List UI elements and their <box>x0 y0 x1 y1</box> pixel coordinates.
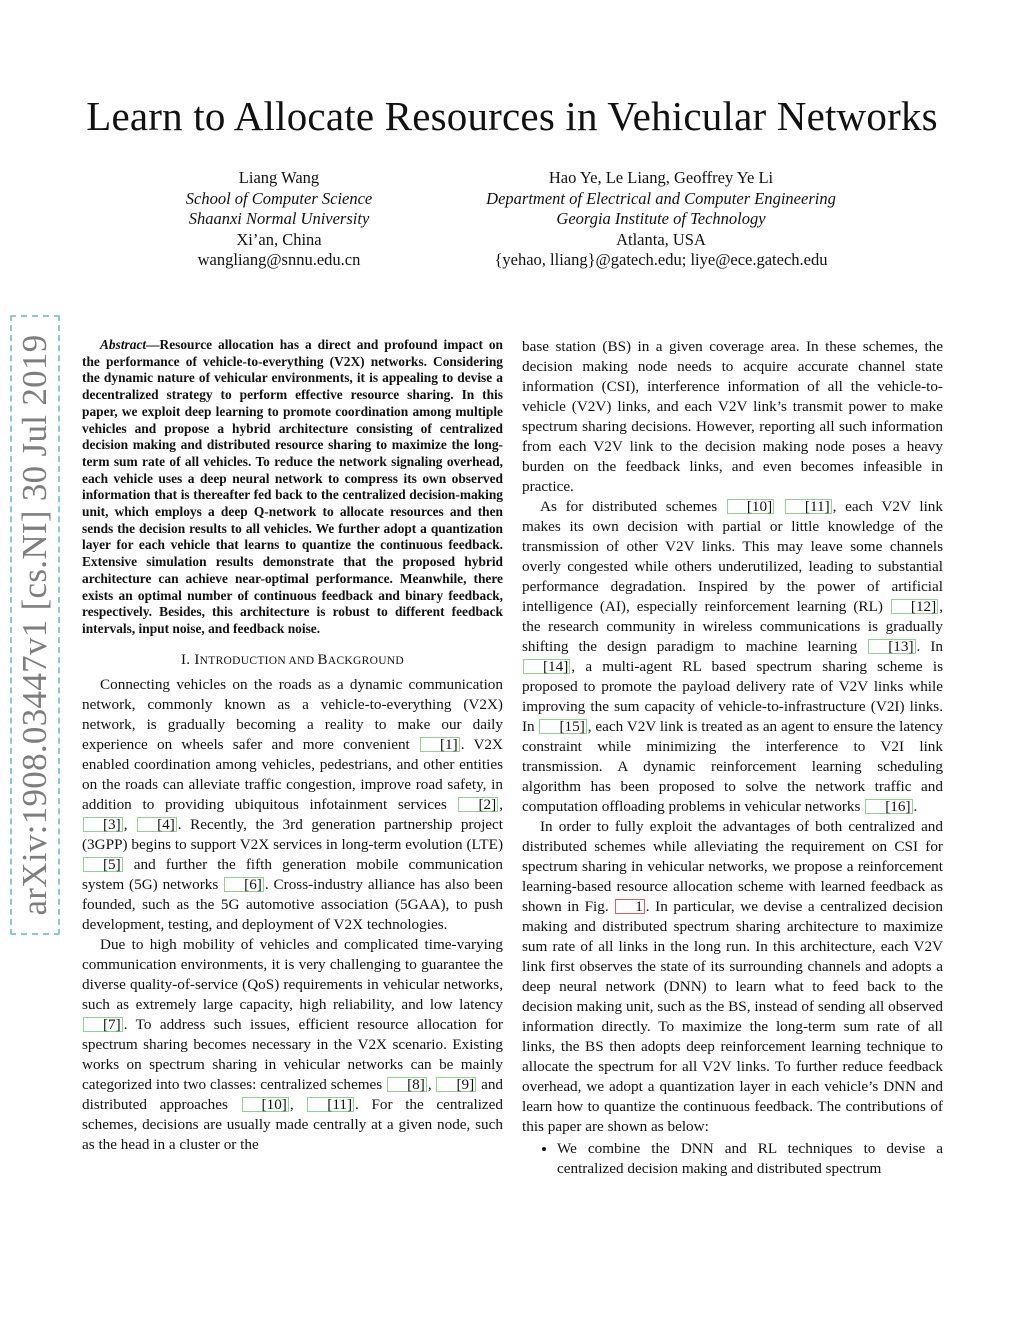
section-word-cap: I <box>194 651 200 668</box>
citation-link[interactable]: [1] <box>420 737 460 752</box>
text-run: As for distributed schemes <box>540 498 726 515</box>
right-column <box>522 337 943 1179</box>
citation-link[interactable]: [10] <box>242 1097 289 1112</box>
text-run: . V2X enabled coordination among vehicles, pedestrians, and other entities on the roads can alleviate traffic congestion, improve road safety, in addition to providing ubiquitous infotainment services <box>82 735 503 813</box>
paragraph-intro-2: Due to high mobility of vehicles and complicated time-varying communication environments, it is very challenging to guarantee the diverse quality-of-service (QoS) requirements in vehicular networks, such as extremely large capacity, high reliability, and low latency [7] . To address such issues, efficient resource allocation for spectrum sharing becomes necessary in the V2X scenario. Existing works on spectrum sharing in vehicular networks can be mainly categorized into two classes: centralized schemes [8] , [9] and distributed approaches [10] , [11] . For the centralized schemes, decisions are usually made centrally at a given node, such as the head in a cluster or the <box>82 935 504 1153</box>
text-run: . Recently, the 3rd generation partnership project (3GPP) begins to support V2X services in long-term evolution (LTE) <box>82 815 504 853</box>
author-name: Liang Wang <box>238 168 320 187</box>
paragraph-intro-4 <box>522 817 943 1137</box>
section-word: AND <box>286 654 318 667</box>
text-run: . For the centralized schemes, decisions are usually made centrally at a given node, such as the head in a cluster or the <box>82 1095 504 1153</box>
author-block-right <box>465 168 857 271</box>
paper-title: Learn to Allocate Resources in Vehicular Networks <box>86 93 938 139</box>
author-location: Xi’an, China <box>236 229 322 249</box>
author-name: Hao Ye, Le Liang, Geoffrey Ye Li <box>548 168 774 187</box>
contributions-list <box>522 1139 943 1179</box>
citation-link[interactable]: [10] <box>727 499 774 514</box>
citation-link[interactable]: [6] <box>224 877 264 892</box>
text-run: and further the fifth generation mobile communication system (5G) networks <box>82 855 503 893</box>
paragraph-intro-1: Connecting vehicles on the roads as a dynamic communication network, commonly known as a vehicle-to-everything (V2X) network, is gradually becoming a reality to make our daily experience on wheels safer and more convenient [1] . V2X enabled coordination among vehicles, pedestrians, and other entities on the roads can alleviate traffic congestion, improve road safety, in addition to providing ubiquitous infotainment services [2] , [3] , [4] . Recently, the 3rd generation partnership project (3GPP) begins to support V2X services in long-term evolution (LTE) [5] and further the fifth generation mobile communication system (5G) networks [6] . Cross-industry alliance has also been founded, such as the 5G automotive association (5GAA), to push development, testing, and deployment of V2X technologies. <box>82 675 504 933</box>
text-run: . To address such issues, efficient resource allocation for spectrum sharing becomes necessary in the V2X scenario. Existing works on spectrum sharing in vehicular networks can be mainly categorized into two classes: centralized schemes <box>82 1015 503 1093</box>
section-number: I. <box>180 651 195 668</box>
text-run: , a multi-agent RL based spectrum sharing scheme is proposed to promote the payload delivery rate of V2V links while improving the sum capacity of vehicle-to-infrastructure (V2I) links. In <box>522 658 943 735</box>
citation-link[interactable]: [3] <box>83 817 123 832</box>
citation-link[interactable]: [13] <box>868 639 915 654</box>
abstract-label: Abstract <box>100 337 147 352</box>
text-run: Connecting vehicles on the roads as a dynamic communication network, commonly known as a vehicle-to-everything (V2X) network, is gradually becoming a reality to make our daily experience on wheels safer and more convenient <box>82 675 503 753</box>
paragraph-intro-3 <box>522 497 943 817</box>
section-word-cap: B <box>317 651 328 668</box>
citation-link[interactable]: [5] <box>83 857 123 872</box>
left-column <box>82 337 503 1155</box>
author-location: Atlanta, USA <box>616 229 706 249</box>
citation-link[interactable]: [8] <box>387 1077 427 1092</box>
text-run: . In particular, we devise a centralized decision making and distributed spectrum sharing architecture to maximize sum rate of all links in the long run. In this architecture, each V2V link first observes the state of its surrounding channels and adopts a deep neural network (DNN) to learn what to feed back to the decision making unit, such as the BS, instead of sending all observed information directly. To maximize the long-term sum rate of all links, the BS then adopts deep reinforcement learning technique to allocate the spectrum for all V2V links. To further reduce feedback overhead, we adopt a quantization layer in each vehicle’s DNN and learn how to quantize the continuous feedback. The contributions of this paper are shown as below: <box>522 898 943 1135</box>
text-run: . Cross-industry alliance has also been founded, such as the 5G automotive association (5GAA), to push development, testing, and deployment of V2X technologies. <box>82 875 503 933</box>
paragraph-intro-2-cont: base station (BS) in a given coverage area. In these schemes, the decision making node needs to acquire accurate channel state information (CSI), interference information of all the vehicle-to-vehicle (V2V) links, and each V2V link’s transmit power to make spectrum sharing decisions. However, reporting all such information from each V2V link to the decision making node poses a heavy burden on the feedback links, and even becomes infeasible in practice. <box>522 338 943 495</box>
author-organization: Georgia Institute of Technology <box>556 209 766 228</box>
author-email[interactable]: wangliang@snnu.edu.cn <box>197 250 361 269</box>
section-word-rest: NTRODUCTION <box>199 654 287 667</box>
text-run: . In <box>916 638 943 655</box>
citation-link[interactable]: [2] <box>458 797 498 812</box>
abstract-text: —Resource allocation has a direct and profound impact on the performance of vehicle-to-everything (V2X) networks. Considering the dynamic nature of vehicular environments, it is appealing to devise a decentralized strategy to perform effective resource sharing. In this paper, we exploit deep learning to promote coordination among multiple vehicles and propose a hybrid architecture consisting of centralized decision making and distributed resource sharing to maximize the long-term sum rate of all vehicles. To reduce the network signaling overhead, each vehicle uses a deep neural network to compress its own observed information that is thereafter fed back to the centralized decision-making unit, which employs a deep Q-network to allocate resources and then sends the decision results to all vehicles. We further adopt a quantization layer for each vehicle that learns to quantize the continuous feedback. Extensive simulation results demonstrate that the proposed hybrid architecture can achieve near-optimal performance. Meanwhile, there exists an optimal number of continuous feedback and binary feedback, respectively. Besides, this architecture is robust to different feedback intervals, input noise, and feedback noise. <box>82 337 503 636</box>
citation-link[interactable]: [7] <box>83 1017 123 1032</box>
list-item: • We combine the DNN and RL techniques to devise a centralized decision making and distributed spectrum <box>557 1139 943 1179</box>
author-email[interactable]: {yehao, lliang}@gatech.edu; liye@ece.gatech.edu <box>494 250 828 269</box>
citation-link[interactable]: [11] <box>785 499 832 514</box>
text-run: In order to fully exploit the advantages of both centralized and distributed schemes while alleviating the requirement on CSI for spectrum sharing in vehicular networks, we propose a reinforcement learning-based resource allocation scheme with learned feedback as shown in Fig. <box>522 818 943 915</box>
author-department: Department of Electrical and Computer Engineering <box>486 188 836 208</box>
citation-link[interactable]: [11] <box>307 1097 354 1112</box>
text-run: . <box>913 798 918 815</box>
abstract <box>82 337 503 638</box>
arxiv-identifier[interactable]: arXiv:1908.03447v1 [cs.NI] 30 Jul 2019 <box>15 334 54 916</box>
citation-link[interactable]: [4] <box>137 817 177 832</box>
figure-reference-link[interactable]: 1 <box>615 899 645 914</box>
citation-link[interactable]: [15] <box>539 719 586 734</box>
citation-link[interactable]: [9] <box>436 1077 476 1092</box>
text-run: , the research community in wireless communications is gradually shifting the design paradigm to machine learning <box>522 598 943 655</box>
text-run: Due to high mobility of vehicles and complicated time-varying communication environments, it is very challenging to guarantee the diverse quality-of-service (QoS) requirements in vehicular networks, such as extremely large capacity, high reliability, and low latency <box>82 935 503 1013</box>
citation-link[interactable]: [16] <box>865 799 912 814</box>
text-run: and distributed approaches <box>82 1075 504 1113</box>
author-department: School of Computer Science <box>185 188 373 208</box>
author-block-left <box>179 168 379 271</box>
text-run: , each V2V link is treated as an agent to ensure the latency constraint while minimizing the interference to V2I link transmission. A dynamic reinforcement learning scheduling algorithm has been proposed to solve the network traffic and computation offloading problems in vehicular networks <box>522 718 943 815</box>
citation-link[interactable]: [14] <box>523 659 570 674</box>
section-heading-introduction <box>82 652 503 669</box>
section-word-rest: ACKGROUND <box>327 654 405 667</box>
arxiv-side-stamp[interactable] <box>10 315 60 935</box>
citation-link[interactable]: [12] <box>891 599 938 614</box>
author-organization: Shaanxi Normal University <box>188 209 370 228</box>
text-run: , each V2V link makes its own decision with partial or little knowledge of the transmission of other V2V links. This may leave some channels overly congested while others underutilized, leading to substantial performance degradation. Inspired by the power of artificial intelligence (AI), especially reinforcement learning (RL) <box>522 498 943 615</box>
